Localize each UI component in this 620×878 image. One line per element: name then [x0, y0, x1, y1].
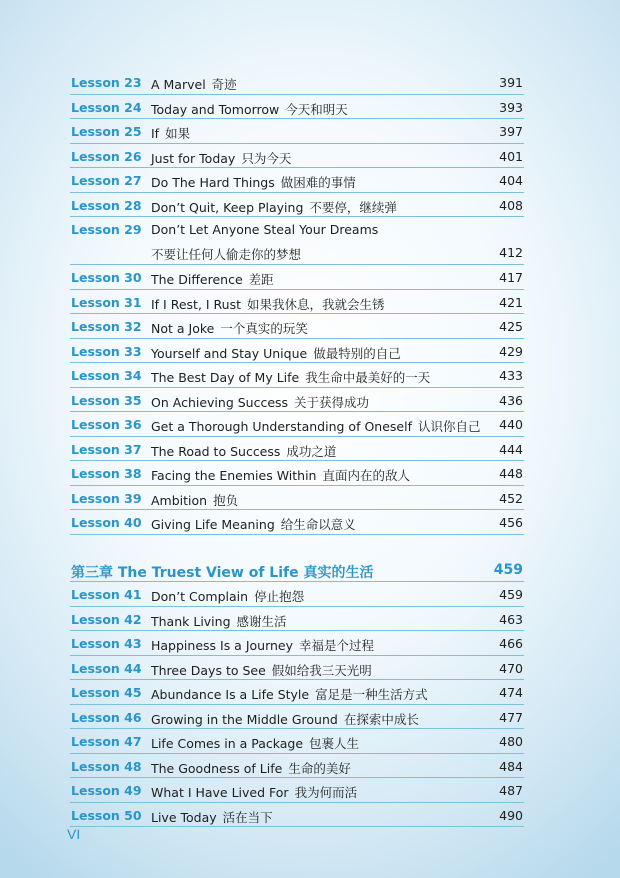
lesson-number: Lesson 46 [71, 709, 142, 725]
lesson-title-zh: 奇迹 [211, 77, 237, 92]
toc-entry[interactable] [70, 70, 524, 95]
lesson-number: Lesson 41 [71, 587, 142, 602]
page-number: 401 [499, 148, 523, 164]
lesson-number: Lesson 42 [71, 611, 142, 627]
lesson-title-zh: 关于获得成功 [294, 394, 370, 410]
lesson-title-zh: 感谢生活 [236, 613, 287, 629]
page-number: 470 [499, 660, 523, 676]
lesson-number: Lesson 40 [71, 515, 142, 530]
lesson-title [151, 734, 359, 752]
lesson-title-en: The Road to Success [151, 443, 281, 459]
page-number: 456 [499, 515, 523, 530]
lesson-number: Lesson 33 [71, 343, 142, 359]
toc-entry[interactable] [70, 803, 524, 828]
lesson-title [151, 491, 238, 509]
page-number: 463 [499, 611, 523, 627]
page-number: 474 [499, 685, 523, 700]
lesson-title [151, 75, 237, 93]
lesson-title-en: Don’t Complain [151, 589, 249, 604]
lesson-title-zh: 如果 [165, 126, 191, 141]
page-number: 429 [499, 343, 523, 359]
lesson-title-en: Do The Hard Things [151, 175, 275, 190]
lesson-number: Lesson 32 [71, 319, 142, 334]
page-number: 448 [499, 466, 523, 481]
lesson-title-zh: 停止抱怨 [254, 589, 305, 604]
chapter-title: 第三章 The Truest View of Life 真实的生活 [71, 564, 374, 581]
lesson-title-en: The Difference [151, 272, 243, 287]
lesson-number: Lesson 29 [71, 222, 142, 237]
lesson-title [151, 295, 385, 313]
page-number: 421 [499, 294, 523, 310]
lesson-title-en: A Marvel [151, 77, 206, 92]
lesson-title-en: Get a Thorough Understanding of Oneself [151, 419, 412, 434]
page-number: 459 [499, 587, 523, 602]
lesson-title-zh: 成功之道 [286, 443, 337, 459]
lesson-title-zh: 今天和明天 [285, 101, 348, 117]
lesson-title [151, 466, 410, 484]
toc-entry[interactable] [70, 705, 524, 730]
lesson-title [151, 319, 308, 337]
lesson-title-zh: 幸福是个过程 [299, 638, 375, 653]
page-number: 440 [499, 417, 523, 432]
lesson-title-zh: 认识你自己 [417, 419, 481, 434]
page-number: 487 [499, 783, 523, 798]
lesson-title-zh: 做最特别的自己 [313, 345, 401, 361]
lesson-title [151, 515, 356, 533]
lesson-title-zh: 不要停，继续弹 [309, 199, 397, 215]
lesson-title-zh: 不要让任何人偷走你的梦想 [151, 247, 302, 262]
lesson-number: Lesson 24 [71, 99, 142, 115]
lesson-title-zh: 一个真实的玩笑 [220, 321, 308, 336]
lesson-number: Lesson 23 [71, 75, 142, 90]
page-number: 436 [499, 392, 523, 408]
page-number: 412 [499, 245, 523, 260]
toc-entry[interactable] [70, 193, 524, 218]
lesson-number: Lesson 36 [71, 417, 142, 432]
lesson-title-en: Happiness Is a Journey [151, 638, 294, 653]
lesson-title-en: Growing in the Middle Ground [151, 711, 338, 727]
toc-entry[interactable] [70, 119, 524, 144]
lesson-number: Lesson 25 [71, 124, 142, 139]
lesson-title [151, 783, 357, 801]
toc-entry[interactable] [70, 339, 524, 364]
lesson-title-en: Live Today [151, 809, 217, 825]
lesson-title-en: The Goodness of Life [151, 760, 283, 776]
toc-entry[interactable] [70, 388, 524, 413]
lesson-number: Lesson 39 [71, 490, 142, 506]
lesson-title-en: Abundance Is a Life Style [151, 687, 310, 702]
lesson-title-zh: 只为今天 [241, 150, 292, 166]
toc-section-1 [70, 70, 524, 217]
lesson-title-en: Don’t Let Anyone Steal Your Dreams [151, 222, 379, 237]
lesson-title-zh: 我生命中最美好的一天 [305, 370, 431, 385]
chapter-heading[interactable] [70, 558, 524, 583]
lesson-title [151, 368, 430, 386]
lesson-number: Lesson 35 [71, 392, 142, 408]
lesson-number: Lesson 28 [71, 197, 142, 213]
toc-entry[interactable] [70, 486, 524, 511]
lesson-title-en: Not a Joke [151, 321, 215, 336]
lesson-title [151, 100, 348, 118]
lesson-title-en: Just for Today [151, 150, 236, 166]
page-number: 417 [499, 270, 523, 285]
lesson-title [151, 198, 397, 216]
lesson-title-zh: 我为何而活 [294, 785, 358, 800]
page-number: 452 [499, 490, 523, 506]
page-number: 433 [499, 368, 523, 383]
lesson-title-zh: 抱负 [213, 492, 239, 508]
lesson-title [151, 808, 273, 826]
lesson-title-zh: 差距 [248, 272, 274, 287]
lesson-title [151, 149, 291, 167]
toc-section-3 [70, 582, 524, 827]
toc-section-2 [70, 265, 524, 535]
lesson-number: Lesson 30 [71, 270, 142, 285]
lesson-title [151, 612, 287, 630]
lesson-title-en: Three Days to See [151, 662, 266, 678]
toc-entry[interactable] [70, 437, 524, 462]
toc-entry[interactable] [70, 363, 524, 388]
lesson-title-zh: 假如给我三天光明 [271, 662, 372, 678]
lesson-number: Lesson 44 [71, 660, 142, 676]
lesson-title-en: On Achieving Success [151, 394, 289, 410]
lesson-title [151, 173, 356, 191]
lesson-number: Lesson 47 [71, 734, 142, 749]
toc-entry[interactable] [70, 265, 524, 290]
toc-entry[interactable] [70, 95, 524, 120]
lesson-title [151, 636, 374, 654]
lesson-title [151, 759, 351, 777]
page-number: 480 [499, 734, 523, 749]
toc-entry[interactable] [70, 461, 524, 486]
toc-entry[interactable] [70, 290, 524, 315]
page-number: 397 [499, 124, 523, 139]
toc-entry[interactable] [70, 217, 524, 265]
lesson-title-zh: 给生命以意义 [280, 517, 356, 532]
lesson-title-zh: 富足是一种生活方式 [315, 687, 428, 702]
lesson-title-zh: 在探索中成长 [343, 711, 419, 727]
lesson-number: Lesson 49 [71, 783, 142, 798]
lesson-title [151, 417, 481, 435]
lesson-number: Lesson 43 [71, 636, 142, 651]
lesson-title-zh: 直面内在的敌人 [322, 468, 410, 483]
page-number: 425 [499, 319, 523, 334]
page-number: 477 [499, 709, 523, 725]
page-number: 444 [499, 441, 523, 457]
lesson-title [151, 587, 304, 605]
lesson-title-zh: 活在当下 [222, 809, 273, 825]
lesson-title-zh: 做困难的事情 [280, 175, 356, 190]
lesson-title-en: Life Comes in a Package [151, 736, 304, 751]
toc-entry[interactable] [70, 778, 524, 803]
lesson-title [151, 270, 274, 288]
page-number: 484 [499, 758, 523, 774]
lesson-title [151, 685, 428, 703]
page-folio: VI [67, 826, 81, 842]
lesson-title-en: The Best Day of My Life [151, 370, 300, 385]
page-number: 408 [499, 197, 523, 213]
lesson-title-en: Today and Tomorrow [151, 101, 280, 117]
toc-entry[interactable] [70, 144, 524, 169]
toc-entry[interactable] [70, 412, 524, 437]
lesson-title-en: If [151, 126, 160, 141]
lesson-title-zh: 如果我休息，我就会生锈 [247, 296, 385, 312]
lesson-title-en: Thank Living [151, 613, 231, 629]
lesson-title [151, 710, 419, 728]
lesson-title-zh: 生命的美好 [288, 760, 351, 776]
lesson-title-en: Don’t Quit, Keep Playing [151, 199, 304, 215]
toc-entry[interactable] [70, 656, 524, 681]
lesson-title-en: Ambition [151, 492, 208, 508]
lesson-title [151, 661, 372, 679]
lesson-title-en: Giving Life Meaning [151, 517, 275, 532]
page-number: 490 [499, 807, 523, 823]
toc-entry[interactable] [70, 607, 524, 632]
toc-entry[interactable] [70, 631, 524, 656]
lesson-number: Lesson 48 [71, 758, 142, 774]
toc-entry[interactable] [70, 314, 524, 339]
lesson-title [151, 442, 336, 460]
toc-entry[interactable] [70, 754, 524, 779]
lesson-number: Lesson 26 [71, 148, 142, 164]
page-number: 466 [499, 636, 523, 651]
lesson-number: Lesson 45 [71, 685, 142, 700]
lesson-title [151, 393, 369, 411]
lesson-number: Lesson 34 [71, 368, 142, 383]
chapter-page-number: 459 [493, 561, 523, 578]
page-number: 393 [499, 99, 523, 115]
lesson-number: Lesson 50 [71, 807, 142, 823]
lesson-title [151, 344, 401, 362]
lesson-number: Lesson 37 [71, 441, 142, 457]
lesson-title [151, 124, 190, 142]
lesson-title-en: Yourself and Stay Unique [151, 345, 308, 361]
toc-entry[interactable] [70, 510, 524, 535]
toc-entry[interactable] [70, 680, 524, 705]
toc-entry[interactable] [70, 582, 524, 607]
toc-entry[interactable] [70, 168, 524, 193]
lesson-title-en: Facing the Enemies Within [151, 468, 317, 483]
page-number: 404 [499, 173, 523, 188]
lesson-number: Lesson 38 [71, 466, 142, 481]
lesson-number: Lesson 31 [71, 294, 142, 310]
lesson-title-en: If I Rest, I Rust [151, 296, 242, 312]
lesson-number: Lesson 27 [71, 173, 142, 188]
page-number: 391 [499, 75, 523, 90]
toc-entry[interactable] [70, 729, 524, 754]
lesson-title-zh: 包裹人生 [309, 736, 360, 751]
lesson-title-en: What I Have Lived For [151, 785, 289, 800]
table-of-contents [70, 70, 524, 827]
